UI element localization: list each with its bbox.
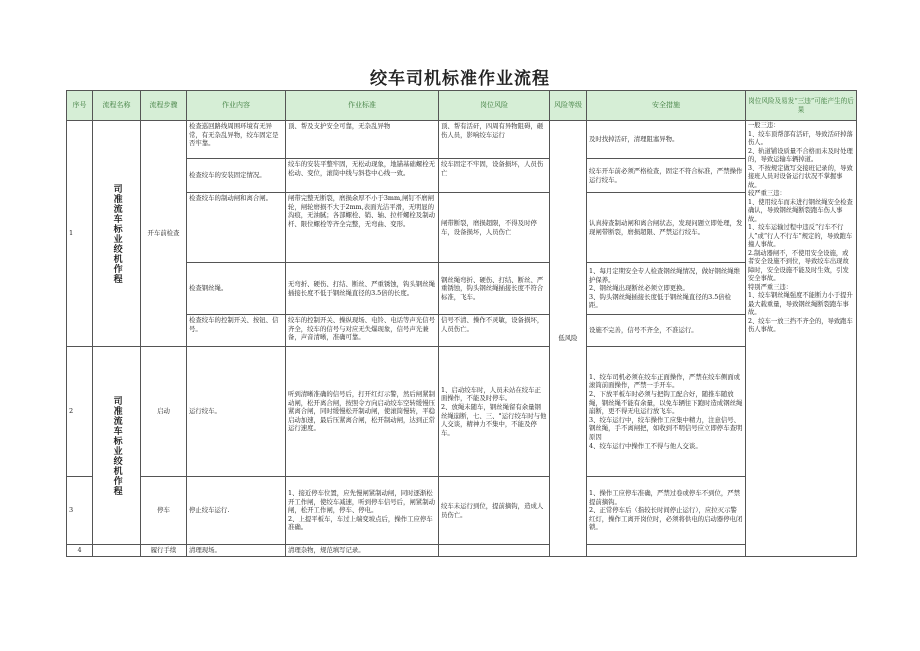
work-content-cell: 检查钢丝绳。: [187, 263, 286, 315]
header-row: [67, 91, 857, 121]
seq-cell: 1: [67, 121, 93, 347]
seq-cell: 3: [67, 477, 93, 545]
post-risk-cell: 闸带断裂，磨损超限，不得及时停车，设备损坏，人员伤亡: [439, 193, 550, 263]
post-risk-cell: 顶、帮有活矸，四周有异物阻碍，砸伤人员，影响绞车运行: [439, 121, 550, 159]
post-risk-cell: 钢丝绳弯折、硬伤、打结、断丝、严重锈蚀，钩头钢丝绳插接长度不符合标准，飞车。: [439, 263, 550, 315]
safety-measure-cell: [587, 545, 746, 557]
post-risk-cell: 绞车固定不牢固，设备损坏，人员伤亡: [439, 159, 550, 193]
table-row: [67, 347, 857, 477]
post-risk-cell: 信号不清、操作不灵敏，设备损坏，人员伤亡。: [439, 315, 550, 347]
safety-measure-cell: 绞车开车前必须严格检查，固定不符合标准，严禁操作运行绞车。: [587, 159, 746, 193]
process-name-cell: 司准流车标业绞机作程: [93, 121, 141, 347]
header-work-standard: 作业标准: [286, 91, 439, 121]
safety-measure-cell: 1、操作工应停车准确，严禁过卷或停车不到位，严禁提前摘钩。 2、正常停车后（指较长时间停止运行），应拉灭示警红灯，操作工离开岗位时，必须将供电的启动器停电闭锁。: [587, 477, 746, 545]
risk-level-cell: 低风险: [550, 121, 587, 557]
work-content-cell: 检查绞车的控制开关、按钮、信号。: [187, 315, 286, 347]
work-standard-cell: 闸带完整无断裂，磨损余厚不小于3mm,闸钉不磨闸轮，闸轮磨损不大于2mm,表面光洁平滑，无明显的沟痕，无油腻；各部螺栓、销、轴、拉杆螺栓及制动杆、限位螺栓等齐全完整，无弯曲、变形。: [286, 193, 439, 263]
hazard-cell: 一般三违： 1、绞车顶帮部有活矸，导致活矸掉落伤人。 2、轨道铺设质量不合格而未及时处理的，导致运输车辆掉道。 3、不按规定做写交接班记录的，导致接班人员对设备运行状况不掌握事故。 较严重三违： 1、使用绞车而未进行钢丝绳安全检查确认，导致钢丝绳断裂跑车伤人事故。 1、绞车运输过程中违反“行车不行人”或“行人不行车”规定的，导致跑车撞人事故。 2.制动器闸不，不使用安全设施，或者安全设施不到位，导致绞车出现故障时，安全设施不能及时生效，引发安全事故。 特别严重三违： 1、绞车钢丝绳强度不能断力小于提升最大载重量，导致钢丝绳断裂跑车事故。 2、绞车一放三挡不齐全的，导致跑车伤人事故。: [746, 121, 857, 557]
work-standard-cell: 无弯折、硬伤、打结、断丝、严重锈蚀，钩头钢丝绳插接长度不低于钢丝绳直径的3.5倍的长度。: [286, 263, 439, 315]
process-name-cell: 司准流车标业绞机作程: [93, 347, 141, 545]
header-post-risk: 岗位风险: [439, 91, 550, 121]
safety-measure-cell: 认真持查制动闸和离合闸状态，发现问题立即处理，发现闸带断裂，磨损超限、严禁运行绞车。: [587, 193, 746, 263]
header-hazard: 岗位风险及易发“三违”可能产生的后果: [746, 91, 857, 121]
work-content-cell: 检查巡回路线周围环境有无异常，有无杂乱异物，绞车固定是否牢靠。: [187, 121, 286, 159]
seq-cell: 2: [67, 347, 93, 477]
header-seq: 序号: [67, 91, 93, 121]
work-standard-cell: 顶、帮及支护安全可靠，无杂乱异物: [286, 121, 439, 159]
process-step-cell: 开车前检查: [141, 121, 187, 347]
safety-measure-cell: 设施不完善，信号不齐全，不准运行。: [587, 315, 746, 347]
post-risk-cell: [439, 545, 550, 557]
work-standard-cell: 绞车的控制开关、操纵现场、电铃、电话等声光信号齐全，绞车的信号与对应无失爆现象，信号声光兼备，声音清晰，准确可靠。: [286, 315, 439, 347]
process-step-cell: 停车: [141, 477, 187, 545]
process-step-cell: 履行手续: [141, 545, 187, 557]
process-step-cell: 启动: [141, 347, 187, 477]
seq-cell: 4: [67, 545, 93, 557]
safety-measure-cell: 1、绞车司机必须在绞车正面操作，严禁在绞车侧面或滚筒前面操作，严禁一手开车。 2、下放平板车时必须与把钩工配合好，随推车随放绳，钢丝绳不能有余量，以免车辆往下跑时造成钢丝绳崩断，更不得无电运行放飞车。 3、绞车运行中，绞车操作工应集中精力，注意信号、钢丝绳，手不离闸把，如收到不明信号应立即停车查明原因 4、绞车运行中操作工不得与他人交谈。: [587, 347, 746, 477]
header-process-name: 流程名称: [93, 91, 141, 121]
safety-measure-cell: 及时找掉活矸，清理阻塞异物。: [587, 121, 746, 159]
work-standard-cell: 清理杂物，规范填写记录。: [286, 545, 439, 557]
work-content-cell: 检查绞车的安装固定情况。: [187, 159, 286, 193]
page-title: 绞车司机标准作业流程: [370, 69, 550, 89]
post-risk-cell: 绞车未运行到位，提前摘钩，造成人员伤亡。: [439, 477, 550, 545]
work-standard-cell: 1、接近停车位置，应先慢闸紧制动闸，同时逐渐松开工作闸，使绞车减速，听到停车信号后，闸紧制动闸，松开工作闸，停车、停电。 2、上提平板车，车过上端变坡点后，操作工应停车准确。: [286, 477, 439, 545]
header-safety-measures: 安全措施: [587, 91, 746, 121]
header-work-content: 作业内容: [187, 91, 286, 121]
safety-measure-cell: 1、每月定期安全专人检查钢丝绳情况，做好钢丝绳维护保养。 2、钢丝绳出现断丝必须立即更换。 3、钩头钢丝绳插接长度低于钢丝绳直径的3.5倍检距。: [587, 263, 746, 315]
work-content-cell: 运行绞车。: [187, 347, 286, 477]
work-content-cell: 检查绞车的制动闸和离合闸。: [187, 193, 286, 263]
procedure-table: [66, 90, 857, 557]
work-standard-cell: 绞车的安装平整牢固，无松动现象，地锚基础螺栓无松动、变位，滚筒中线与斜巷中心线一致。: [286, 159, 439, 193]
table-row: [67, 121, 857, 159]
work-content-cell: 停止绞车运行.: [187, 477, 286, 545]
table-row: [67, 545, 857, 557]
post-risk-cell: 1、启动绞车时，人员未站在绞车正面操作，不能及时停车。 2、放绳未随车，钢丝绳留有余量钢丝绳崩断，七、三、°运行绞车时与他人交谈，精神力不集中，不能及停车。: [439, 347, 550, 477]
work-content-cell: 清理现场。: [187, 545, 286, 557]
header-process-step: 流程步骤: [141, 91, 187, 121]
header-risk-level: 风险等级: [550, 91, 587, 121]
table-row: [67, 477, 857, 545]
work-standard-cell: 听到清晰准确的信号后，打开红灯示警，然后闸紧制动闸，松开离合闸，按照令方向启动绞车空转缓慢压紧离合闸，同时缓慢松开制动闸，使滚筒慢转，平稳启动加速，最后压紧离合闸，松开制动闸，达到正常运行速度。: [286, 347, 439, 477]
process-name-cell: [93, 545, 141, 557]
